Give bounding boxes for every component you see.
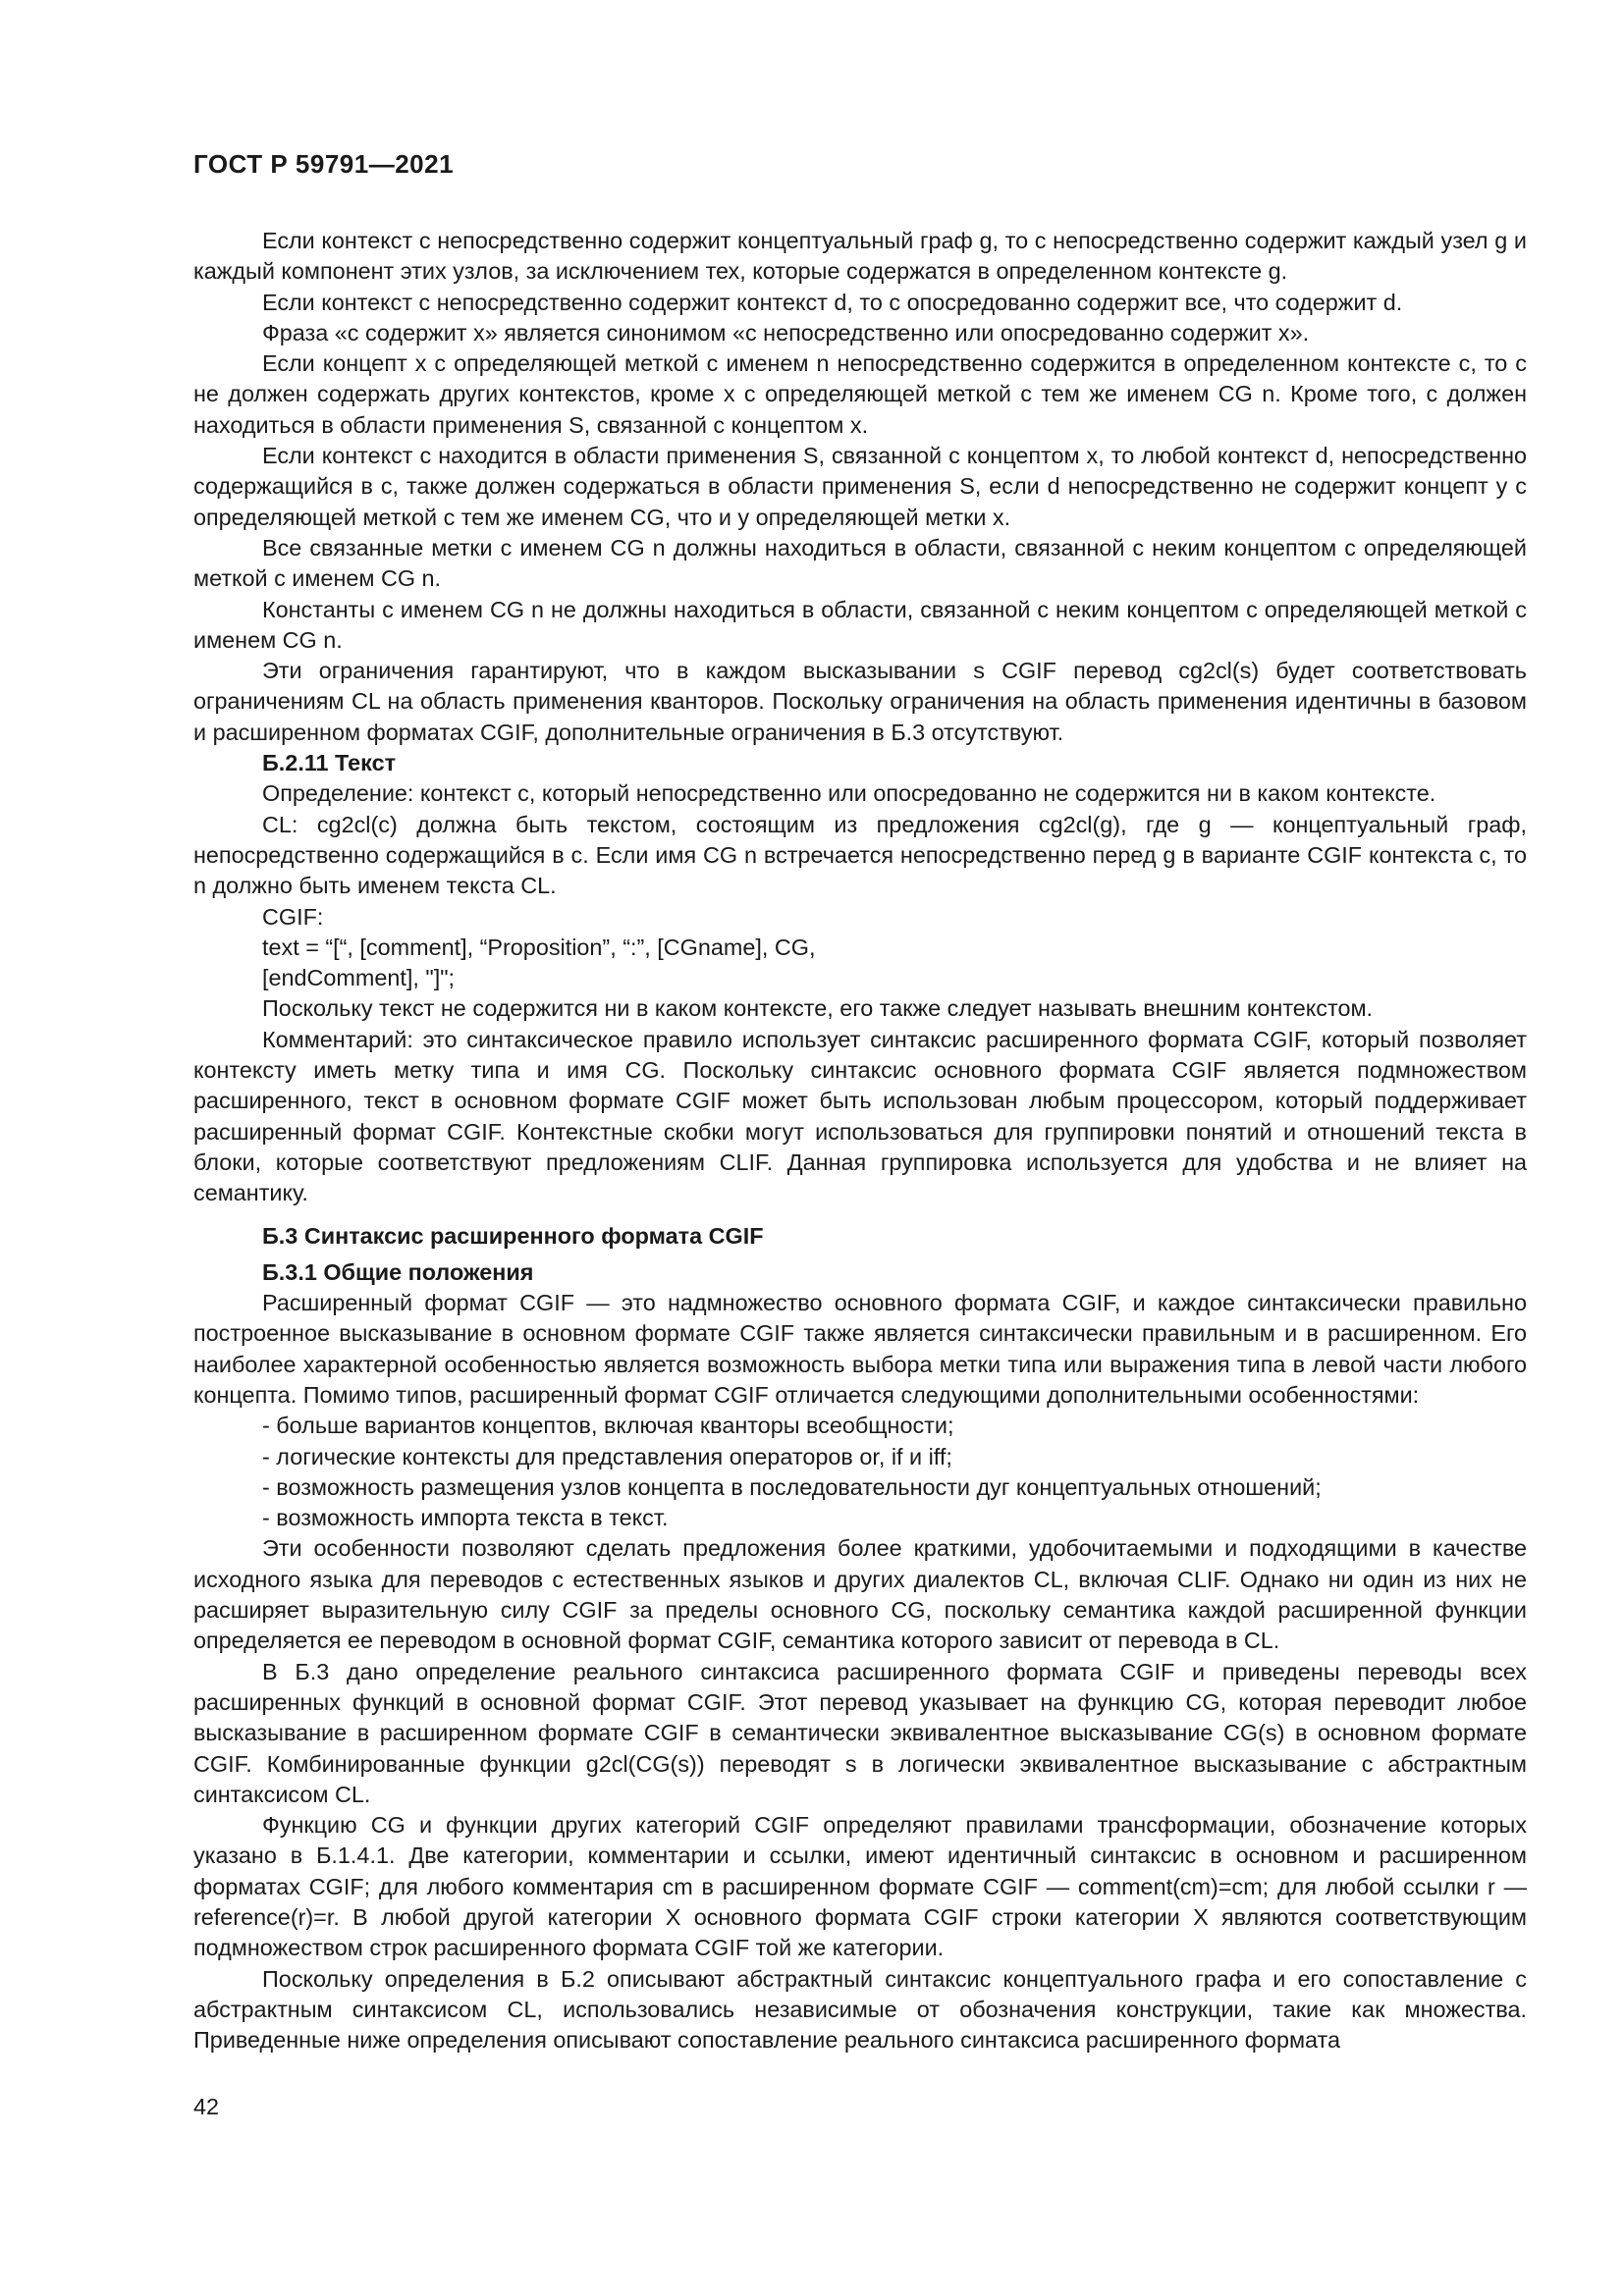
document-body [193,226,1527,2056]
syntax-line: [endComment], "]"; [262,965,456,991]
paragraph: Все связанные метки с именем CG n должны находиться в области, связанной с неким концептом с определяющей меткой с именем CG n. [193,534,1527,592]
paragraph: Поскольку определения в Б.2 описывают абстрактный синтаксис концептуального графа и его сопоставление с абстрактным синтаксисом CL, использовались независимые от обозначения конструкции, такие как множества. Приведенные ниже определения описывают сопоставление реального синтаксиса расширенного формата [193,1965,1527,2054]
paragraph: Фраза «c содержит x» является синонимом «c непосредственно или опосредованно содержит x». [262,319,1310,346]
paragraph: CL: cg2cl(c) должна быть текстом, состоящим из предложения cg2cl(g), где g — концептуальный граф, непосредственно содержащийся в c. Если имя CG n встречается непосредственно перед g в варианте CGIF контекста c, то n должно быть именем текста CL. [193,811,1527,899]
paragraph: Поскольку текст не содержится ни в каком контексте, его также следует называть внешним контекстом. [262,995,1374,1022]
subsection-heading: Б.2.11 Текст [262,750,397,776]
section-heading: Б.3 Синтаксис расширенного формата CGIF [262,1222,764,1249]
paragraph: Функцию CG и функции других категорий CGIF определяют правилами трансформации, обозначение которых указано в Б.1.4.1. Две категории, комментарии и ссылки, имеют идентичный синтаксис в основном и расширенном форматах CGIF; для любого комментария cm в расширенном формате CGIF — comment(cm)=cm; для любой ссылки r — reference(r)=r. В любой другой категории X основного формата CGIF строки категории X являются соответствующим подмножеством строк расширенного формата CGIF той же категории. [193,1812,1527,1961]
paragraph: Если контекст c непосредственно содержит контекст d, то c опосредованно содержит все, что содержит d. [262,289,1403,315]
paragraph: - больше вариантов концептов, включая кванторы всеобщности; [262,1413,954,1439]
syntax-line: text = “[“, [comment], “Proposition”, “:”, [CGname], CG, [262,934,816,960]
subsection-heading: Б.3.1 Общие положения [262,1258,534,1285]
paragraph: - логические контексты для представления операторов or, if и iff; [262,1443,952,1469]
paragraph: - возможность размещения узлов концепта в последовательности дуг концептуальных отношений; [262,1473,1322,1500]
page-number: 42 [193,2094,220,2119]
paragraph: Определение: контекст c, который непосредственно или опосредованно не содержится ни в каком контексте. [262,780,1436,807]
paragraph: Если контекст c непосредственно содержит концептуальный граф g, то c непосредственно содержит каждый узел g и каждый компонент этих узлов, за исключением тех, которые содержатся в определенном контексте g. [193,228,1527,285]
paragraph: Если концепт x с определяющей меткой с именем n непосредственно содержится в определенном контексте c, то c не должен содержать других контекстов, кроме x с определяющей меткой с тем же именем CG n. Кроме того, c должен находиться в области применения S, связанной с концептом x. [193,350,1527,438]
page-header-title: ГОСТ Р 59791—2021 [193,149,455,179]
paragraph: В Б.3 дано определение реального синтаксиса расширенного формата CGIF и приведены переводы всех расширенных функций в основной формат CGIF. Этот перевод указывает на функцию CG, которая переводит любое высказывание в расширенном формате CGIF в семантически эквивалентное высказывание CG(s) в основном формате CGIF. Комбинированные функции g2cl(CG(s)) переводят s в логически эквивалентное высказывание с абстрактным синтаксисом CL. [193,1658,1527,1807]
syntax-line: CGIF: [262,903,324,930]
paragraph: Если контекст c находится в области применения S, связанной с концептом x, то любой контекст d, непосредственно содержащийся в c, также должен содержаться в области применения S, если d непосредственно не содержит концепт y с определяющей меткой с тем же именем CG, что и у определяющей метки x. [193,443,1527,530]
paragraph: Константы с именем CG n не должны находиться в области, связанной с неким концептом с определяющей меткой с именем CG n. [193,596,1527,653]
paragraph: Комментарий: это синтаксическое правило использует синтаксис расширенного формата CGIF, который позволяет контексту иметь метку типа и имя CG. Поскольку синтаксис основного формата CGIF является подмножеством расширенного, текст в основном формате CGIF может быть использован любым процессором, который поддерживает расширенный формат CGIF. Контекстные скобки могут использоваться для группировки понятий и отношений текста в блоки, которые соответствуют предложениям CLIF. Данная группировка используется для удобства и не влияет на семантику. [193,1026,1527,1206]
paragraph: Расширенный формат CGIF — это надмножество основного формата CGIF, и каждое синтаксически правильно построенное высказывание в основном формате CGIF также является синтаксически правильным и в расширенном. Его наиболее характерной особенностью является возможность выбора метки типа или выражения типа в левой части любого концепта. Помимо типов, расширенный формат CGIF отличается следующими дополнительными особенностями: [193,1290,1527,1408]
paragraph: Эти особенности позволяют сделать предложения более краткими, удобочитаемыми и подходящими в качестве исходного языка для переводов с естественных языков и других диалектов CL, включая CLIF. Однако ни один из них не расширяет выразительную силу CGIF за пределы основного CG, поскольку семантика каждой расширенной функции определяется ее переводом в основной формат CGIF, семантика которого зависит от перевода в CL. [193,1535,1527,1654]
paragraph: - возможность импорта текста в текст. [262,1505,669,1531]
paragraph: Эти ограничения гарантируют, что в каждом высказывании s CGIF перевод cg2cl(s) будет соответствовать ограничениям CL на область применения кванторов. Поскольку ограничения на область применения идентичны в базовом и расширенном форматах CGIF, дополнительные ограничения в Б.3 отсутствуют. [193,658,1527,745]
